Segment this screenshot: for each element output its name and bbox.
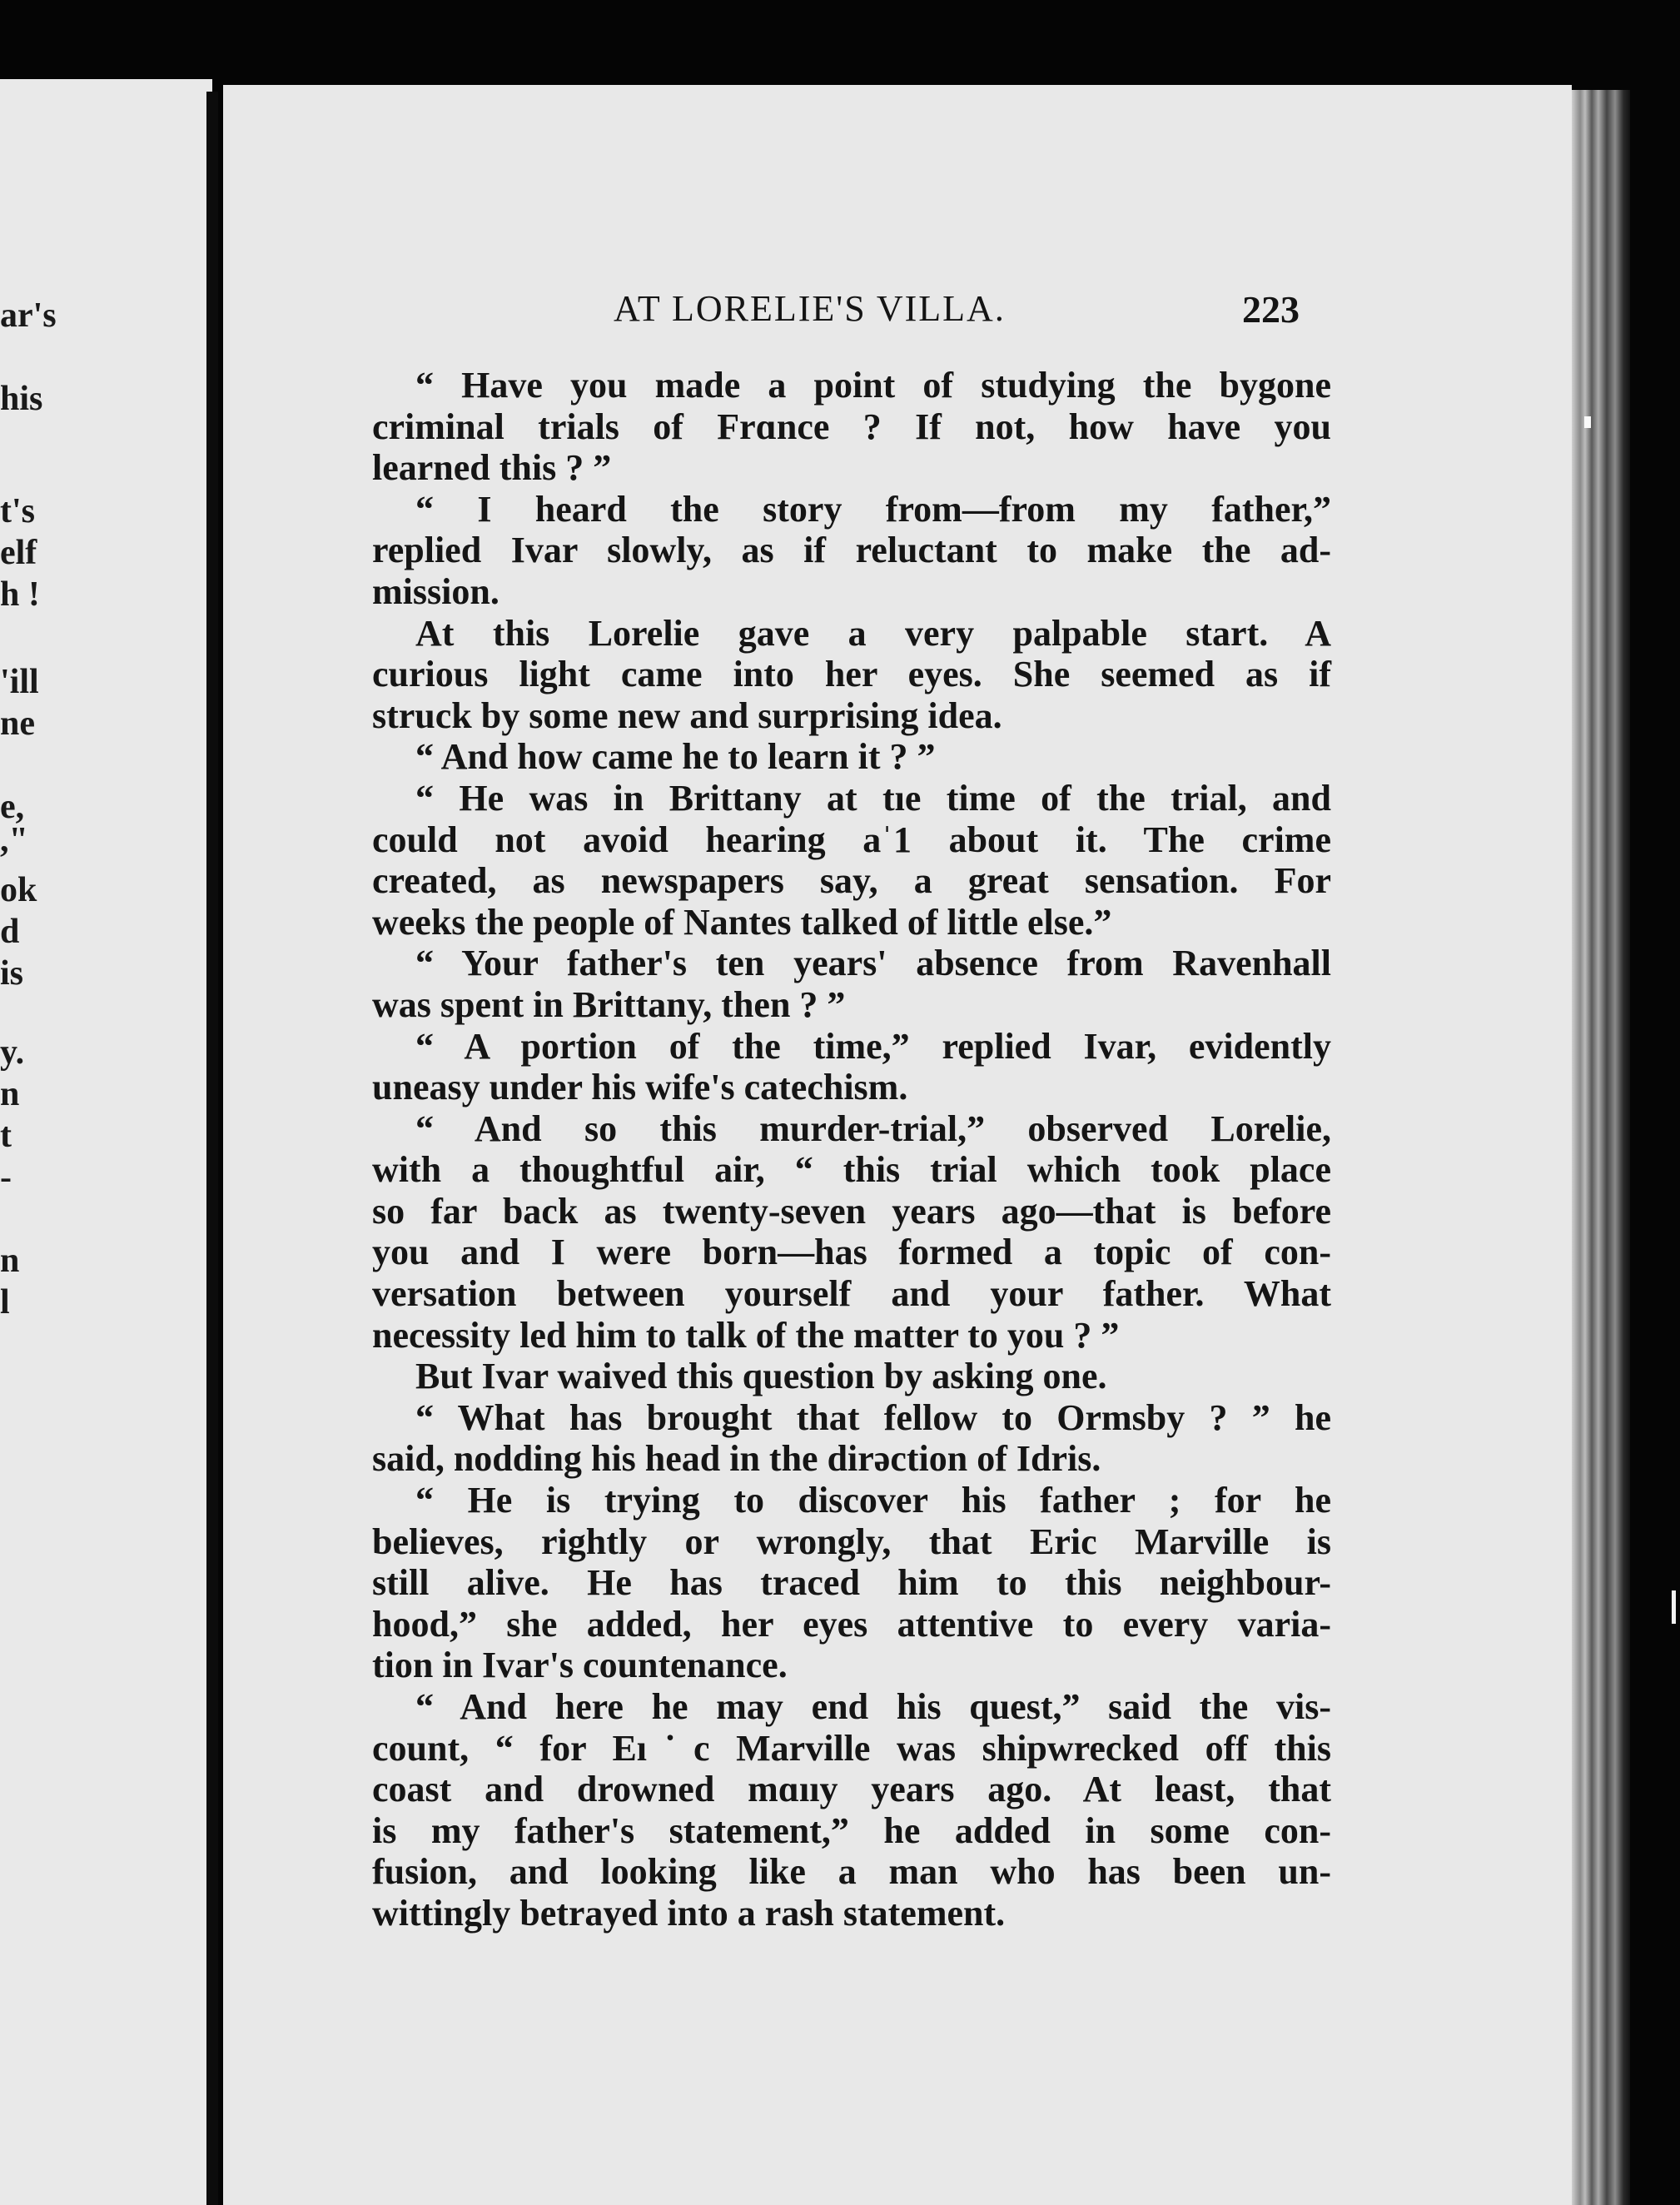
previous-page-fragment xyxy=(0,79,212,2205)
text-line: “ He was in Brittany at tıe time of the trial, and xyxy=(415,777,1331,819)
previous-page-text-fragment: - xyxy=(0,1158,12,1197)
text-line: uneasy under his wife's catechism. xyxy=(372,1067,908,1108)
previous-page-text-fragment: t xyxy=(0,1117,12,1155)
text-line: “ I heard the story from—from my father,” xyxy=(415,488,1331,530)
text-line: said, nodding his head in the dirəction of Idris. xyxy=(372,1438,1101,1480)
text-line: is my father's statement,” he added in some con- xyxy=(372,1809,1331,1851)
text-line: was spent in Brittany, then ? ” xyxy=(372,983,846,1025)
text-line: mission. xyxy=(372,570,500,612)
text-line: learned this ? ” xyxy=(372,447,612,489)
previous-page-text-fragment: is xyxy=(0,954,24,993)
previous-page-text-fragment: n xyxy=(0,1242,20,1280)
text-line: with a thoughtful air, “ this trial which took place xyxy=(372,1149,1331,1191)
previous-page-text-fragment: h ! xyxy=(0,575,40,614)
text-line: But Ivar waived this question by asking one. xyxy=(415,1356,1107,1397)
text-line: count, “ for Eı˙c Marville was shipwrecked off this xyxy=(372,1727,1331,1769)
text-line: “ Your father's ten years' absence from Ravenhall xyxy=(415,943,1331,984)
speck xyxy=(1672,1590,1676,1624)
previous-page-text-fragment: y. xyxy=(0,1033,25,1072)
text-line: so far back as twenty-seven years ago—that is before xyxy=(372,1190,1331,1232)
page-edges xyxy=(1572,90,1630,2205)
previous-page-text-fragment: d xyxy=(0,913,20,951)
previous-page-text-fragment: elf xyxy=(0,534,37,572)
previous-page-text-fragment: his xyxy=(0,380,43,418)
text-line: “ And here he may end his quest,” said the vis- xyxy=(415,1686,1331,1727)
text-line: “ And so this murder-trial,” observed Lorelie, xyxy=(415,1107,1331,1149)
previous-page-text-fragment: ne xyxy=(0,704,35,743)
text-line: curious light came into her eyes. She seemed as if xyxy=(372,654,1331,695)
text-line: “ He is trying to discover his father ; for he xyxy=(415,1480,1331,1521)
text-line: hood,” she added, her eyes attentive to every varia- xyxy=(372,1603,1331,1645)
text-line: coast and drowned mɑııy years ago. At least, that xyxy=(372,1769,1331,1810)
text-line: versation between yourself and your father. What xyxy=(372,1273,1331,1315)
running-head-title: AT LORELIE'S VILLA. xyxy=(614,288,1006,329)
text-line: created, as newspapers say, a great sensation. For xyxy=(372,860,1331,902)
text-line: necessity led him to talk of the matter to you ? ” xyxy=(372,1314,1120,1356)
speck xyxy=(1584,416,1591,428)
previous-page-text-fragment: ar's xyxy=(0,296,57,335)
text-line: “ What has brought that fellow to Ormsby ? ” he xyxy=(415,1396,1331,1438)
text-line: believes, rightly or wrongly, that Eric Marville is xyxy=(372,1521,1331,1562)
text-line: “ A portion of the time,” replied Ivar, evidently xyxy=(415,1025,1331,1067)
text-line: could not avoid hearing aˈ1 about it. The crime xyxy=(372,819,1331,860)
text-line: criminal trials of Frɑnce ? If not, how have you xyxy=(372,406,1331,447)
previous-page-text-fragment: ok xyxy=(0,871,37,909)
text-line: you and I were born—has formed a topic of con- xyxy=(372,1232,1331,1273)
book-gutter xyxy=(206,92,218,2205)
previous-page-text-fragment: n xyxy=(0,1075,20,1113)
previous-page-text-fragment: ," xyxy=(0,821,28,859)
running-head xyxy=(0,287,1680,337)
page-number: 223 xyxy=(1242,288,1300,331)
page-body-text xyxy=(372,365,1331,1934)
text-line: still alive. He has traced him to this neighbour- xyxy=(372,1562,1331,1604)
previous-page-text-fragment: e, xyxy=(0,788,25,826)
text-line: fusion, and looking like a man who has been un- xyxy=(372,1851,1331,1893)
text-line: replied Ivar slowly, as if reluctant to make the ad- xyxy=(372,530,1331,571)
previous-page-text-fragment: 'ill xyxy=(0,663,39,701)
text-line: “ Have you made a point of studying the bygone xyxy=(415,365,1331,406)
text-line: “ And how came he to learn it ? ” xyxy=(415,736,936,778)
text-line: wittingly betrayed into a rash statement. xyxy=(372,1892,1006,1934)
text-line: tion in Ivar's countenance. xyxy=(372,1645,788,1686)
text-line: weeks the people of Nantes talked of little else.” xyxy=(372,901,1112,943)
text-line: At this Lorelie gave a very palpable start. A xyxy=(415,612,1331,654)
text-line: struck by some new and surprising idea. xyxy=(372,694,1002,736)
previous-page-text-fragment: t's xyxy=(0,492,35,530)
previous-page-text-fragment: l xyxy=(0,1283,10,1322)
